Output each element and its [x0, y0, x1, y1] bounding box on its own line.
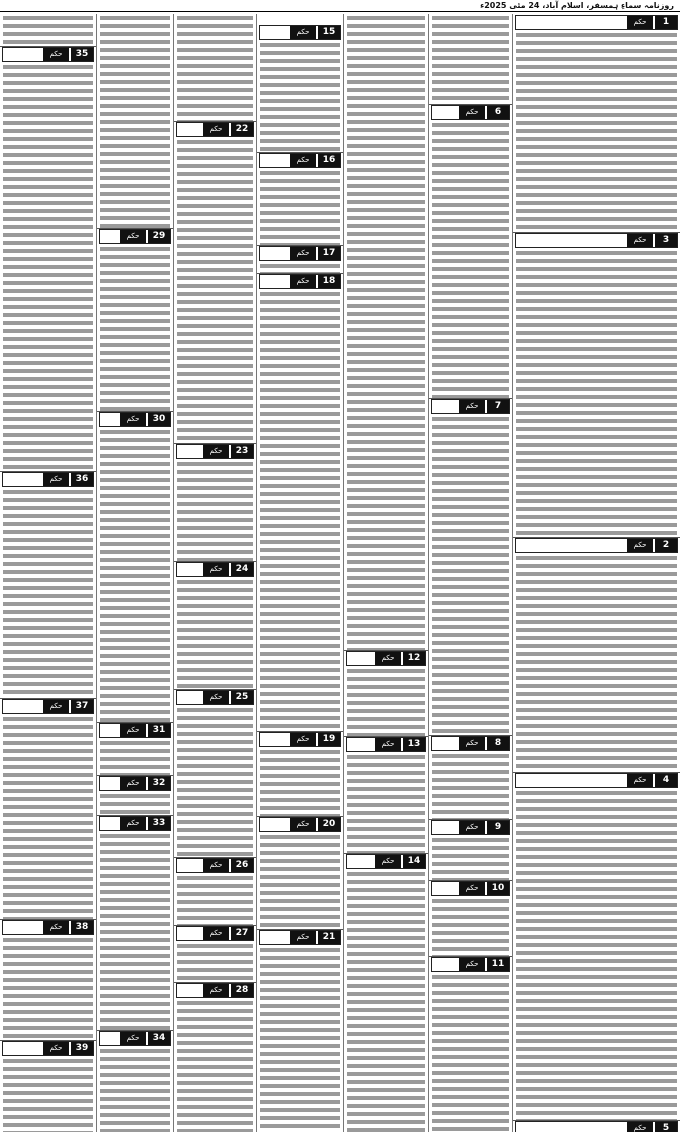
notice-number: 34 [148, 1032, 170, 1045]
notice-text [3, 936, 93, 1040]
notice-label: حکم [459, 400, 485, 413]
notice-label: حکم [459, 106, 485, 119]
notice-number: 36 [71, 473, 93, 486]
notice-tag [259, 930, 341, 945]
notice-tag [176, 690, 254, 705]
notice-label: حکم [290, 26, 316, 39]
notice-text [516, 31, 677, 232]
notice-text [432, 973, 509, 1132]
notice-text [177, 999, 253, 1132]
notice-text [260, 833, 340, 929]
notice-block [174, 982, 256, 1132]
notice-tag [99, 816, 171, 831]
notice-number: 30 [148, 413, 170, 426]
notice-text [516, 789, 677, 1120]
notice-text [100, 739, 170, 775]
notice-text [432, 836, 509, 880]
notice-block [513, 537, 680, 773]
notice-block [429, 819, 512, 881]
notice-number: 2 [655, 539, 677, 552]
notice-tag [99, 412, 171, 427]
notice-block [174, 443, 256, 562]
notice-block [0, 471, 96, 699]
notice-label: حکم [203, 445, 229, 458]
notice-label: حکم [459, 737, 485, 750]
notice-block [174, 857, 256, 926]
notice-label: حکم [120, 1032, 146, 1045]
notice-tag [431, 399, 510, 414]
notice-number: 11 [487, 958, 509, 971]
notice-label: حکم [290, 733, 316, 746]
notice-text [260, 290, 340, 731]
notice-number: 28 [231, 984, 253, 997]
notice-tag [259, 732, 341, 747]
notice-tag [515, 233, 678, 248]
notice-text [3, 1057, 93, 1132]
notice-text [3, 14, 93, 46]
notice-label: حکم [120, 413, 146, 426]
notice-block [174, 14, 256, 122]
notice-block [174, 689, 256, 858]
notice-text [260, 169, 340, 245]
notice-label: حکم [375, 652, 401, 665]
notice-label: حکم [203, 927, 229, 940]
notice-block [344, 736, 428, 854]
notice-block [0, 698, 96, 920]
notice-label: حکم [627, 539, 653, 552]
notice-number: 7 [487, 400, 509, 413]
notice-block [429, 880, 512, 957]
notice-number: 24 [231, 563, 253, 576]
notice-text [100, 14, 170, 228]
notice-number: 9 [487, 821, 509, 834]
notice-number: 18 [318, 275, 340, 288]
column-3 [344, 14, 428, 1132]
notice-text [516, 554, 677, 772]
notice-label: حکم [203, 691, 229, 704]
notice-number: 22 [231, 123, 253, 136]
notice-tag [431, 820, 510, 835]
notice-label: حکم [459, 882, 485, 895]
notice-number: 37 [71, 700, 93, 713]
notice-label: حکم [120, 724, 146, 737]
notice-tag [346, 854, 426, 869]
notice-block [257, 245, 343, 274]
notice-block [429, 398, 512, 736]
notice-text [347, 14, 425, 650]
notice-block [257, 152, 343, 246]
notice-tag [176, 122, 254, 137]
notice-text [177, 14, 253, 121]
notice-number: 1 [655, 16, 677, 29]
notice-label: حکم [627, 234, 653, 247]
notice-block [513, 772, 680, 1121]
notice-label: حکم [290, 931, 316, 944]
notice-number: 26 [231, 859, 253, 872]
notice-label: حکم [120, 817, 146, 830]
notice-tag [2, 699, 94, 714]
notice-label: حکم [43, 921, 69, 934]
notice-label: حکم [290, 275, 316, 288]
notice-block [513, 1120, 680, 1132]
notice-text [100, 1047, 170, 1132]
notice-tag [259, 246, 341, 261]
notice-tag [259, 817, 341, 832]
notice-number: 23 [231, 445, 253, 458]
notice-number: 38 [71, 921, 93, 934]
notice-label: حکم [627, 16, 653, 29]
notice-tag [515, 773, 678, 788]
notice-tag [99, 723, 171, 738]
notice-label: حکم [43, 473, 69, 486]
notice-number: 39 [71, 1042, 93, 1055]
notice-label: حکم [375, 855, 401, 868]
column-5 [174, 14, 256, 1132]
notice-text [100, 245, 170, 411]
notice-block [0, 14, 96, 47]
notice-number: 15 [318, 26, 340, 39]
notice-label: حکم [120, 777, 146, 790]
notice-tag [431, 957, 510, 972]
notice-text [260, 946, 340, 1132]
notice-tag [259, 25, 341, 40]
notice-text [177, 138, 253, 443]
notice-tag [259, 274, 341, 289]
notice-number: 32 [148, 777, 170, 790]
notice-tag [2, 472, 94, 487]
notice-tag [2, 920, 94, 935]
notice-tag [176, 444, 254, 459]
notice-block [257, 731, 343, 817]
notice-label: حکم [203, 563, 229, 576]
notice-text [177, 578, 253, 689]
notice-tag [176, 983, 254, 998]
notice-label: حکم [43, 1042, 69, 1055]
notice-text [177, 460, 253, 561]
notice-tag [515, 538, 678, 553]
notice-text [100, 832, 170, 1030]
notice-number: 21 [318, 931, 340, 944]
notice-text [432, 897, 509, 956]
notice-text [347, 753, 425, 853]
notice-number: 19 [318, 733, 340, 746]
notice-label: حکم [290, 247, 316, 260]
notice-number: 13 [403, 738, 425, 751]
notice-text [3, 63, 93, 471]
notice-tag [346, 651, 426, 666]
notice-text [432, 14, 509, 104]
notice-text [177, 942, 253, 982]
notice-number: 29 [148, 230, 170, 243]
notice-label: حکم [459, 958, 485, 971]
notice-block [257, 24, 343, 153]
column-6 [97, 14, 173, 1132]
notice-label: حکم [203, 984, 229, 997]
notice-block [344, 853, 428, 1132]
notice-label: حکم [120, 230, 146, 243]
notice-block [174, 121, 256, 444]
notice-number: 35 [71, 48, 93, 61]
notice-text [260, 41, 340, 152]
notice-block [174, 925, 256, 983]
notice-tag [259, 153, 341, 168]
notice-label: حکم [203, 859, 229, 872]
notice-number: 8 [487, 737, 509, 750]
notice-label: حکم [43, 700, 69, 713]
notice-tag [515, 15, 678, 30]
notice-text [347, 870, 425, 1132]
notice-number: 17 [318, 247, 340, 260]
notice-text [347, 667, 425, 736]
notice-block [97, 722, 173, 776]
notice-block [513, 232, 680, 538]
column-7 [0, 14, 96, 1132]
notice-block [0, 46, 96, 472]
notice-block [344, 650, 428, 737]
page-header [0, 0, 680, 12]
notice-text [3, 488, 93, 698]
notice-text [177, 706, 253, 857]
newspaper-title: روزنامہ سماءِ ہمسفر، اسلام آباد، 24 مئی 2025ء [480, 1, 674, 10]
column-1 [513, 14, 680, 1132]
notice-block [429, 956, 512, 1132]
notice-block [97, 815, 173, 1031]
notice-label: حکم [375, 738, 401, 751]
notice-tag [99, 1031, 171, 1046]
notice-text [432, 415, 509, 735]
notice-label: حکم [459, 821, 485, 834]
notice-block [0, 919, 96, 1041]
notice-number: 5 [655, 1122, 677, 1132]
notice-label: حکم [290, 154, 316, 167]
notice-tag [176, 926, 254, 941]
notice-text [3, 715, 93, 919]
notice-tag [99, 229, 171, 244]
notice-text [260, 748, 340, 816]
notice-text [260, 262, 340, 273]
notice-tag [2, 1041, 94, 1056]
notice-block [97, 1030, 173, 1132]
notice-block [97, 228, 173, 412]
column-4 [257, 14, 343, 1132]
notice-number: 25 [231, 691, 253, 704]
notice-label: حکم [627, 774, 653, 787]
notice-tag [515, 1121, 678, 1132]
notice-number: 33 [148, 817, 170, 830]
notice-text [177, 874, 253, 925]
column-2 [429, 14, 512, 1132]
notice-label: حکم [43, 48, 69, 61]
notice-tag [431, 881, 510, 896]
notice-block [257, 816, 343, 930]
notice-label: حکم [290, 818, 316, 831]
notice-label: حکم [627, 1122, 653, 1132]
notice-number: 14 [403, 855, 425, 868]
notice-tag [176, 858, 254, 873]
notice-number: 20 [318, 818, 340, 831]
notice-tag [176, 562, 254, 577]
notice-text [100, 792, 170, 815]
notice-block [97, 411, 173, 723]
notice-tag [431, 736, 510, 751]
notice-text [432, 121, 509, 398]
notice-block [174, 561, 256, 690]
notice-number: 3 [655, 234, 677, 247]
notice-number: 31 [148, 724, 170, 737]
notice-number: 27 [231, 927, 253, 940]
notice-number: 12 [403, 652, 425, 665]
notice-block [513, 14, 680, 233]
notice-tag [99, 776, 171, 791]
notice-number: 4 [655, 774, 677, 787]
notice-text [100, 428, 170, 722]
notice-tag [431, 105, 510, 120]
notice-block [344, 14, 428, 651]
notice-block [257, 273, 343, 732]
notice-tag [2, 47, 94, 62]
notice-number: 16 [318, 154, 340, 167]
notice-block [429, 104, 512, 399]
notice-block [429, 14, 512, 105]
notice-block [429, 735, 512, 820]
notice-tag [346, 737, 426, 752]
notice-label: حکم [203, 123, 229, 136]
notice-block [97, 775, 173, 816]
notice-block [97, 14, 173, 229]
notice-text [432, 752, 509, 819]
notice-number: 6 [487, 106, 509, 119]
notice-number: 10 [487, 882, 509, 895]
notice-block [0, 1040, 96, 1132]
notice-text [516, 249, 677, 537]
notice-block [257, 929, 343, 1132]
